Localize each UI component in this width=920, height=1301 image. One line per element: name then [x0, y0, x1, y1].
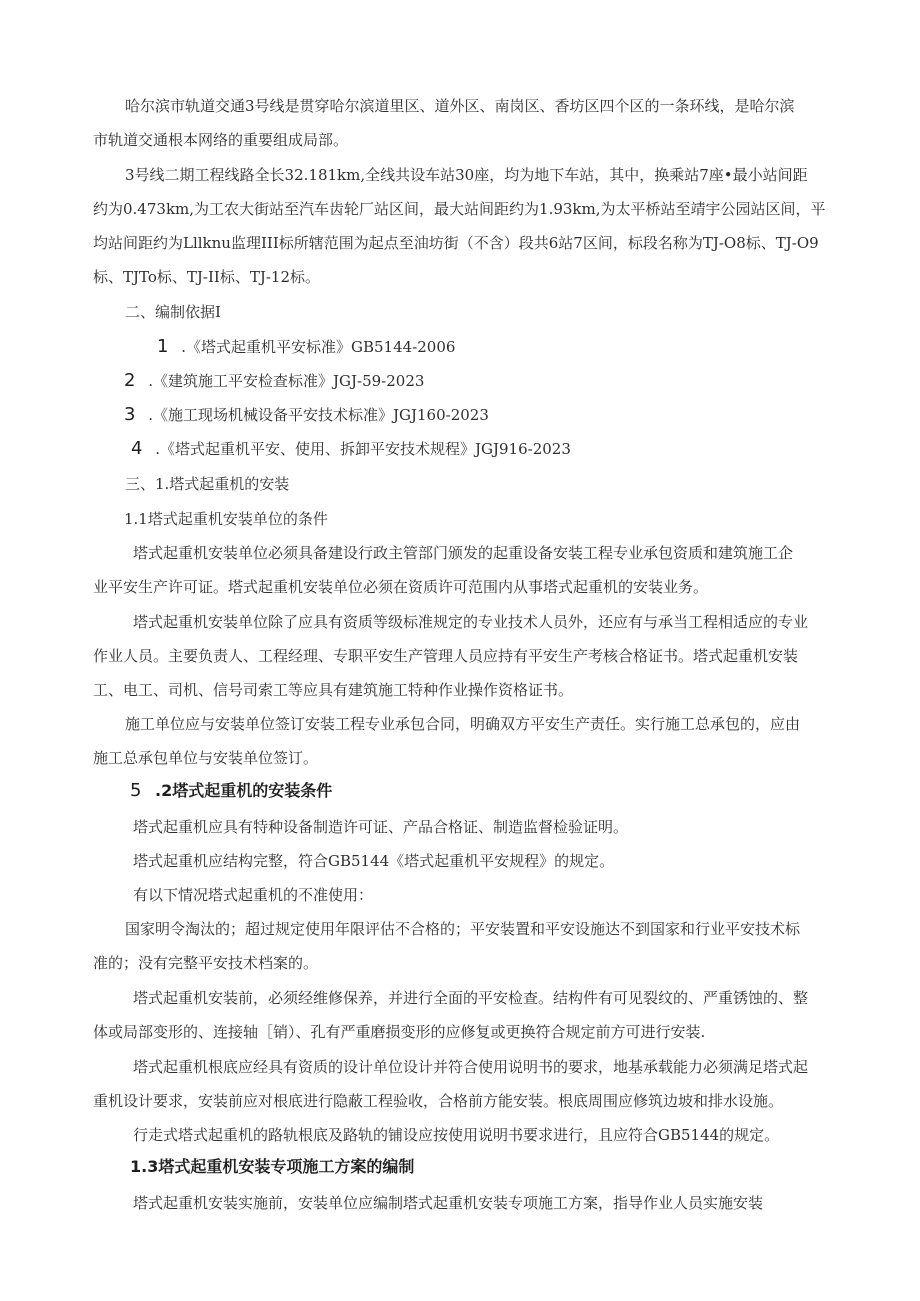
reference-number: 3 — [124, 404, 136, 425]
section-heading-basis: 二、编制依据Ⅰ — [125, 303, 221, 321]
paragraph-line: 塔式起重机安装单位除了应具有资质等级标准规定的专业技术人员外，还应有与承当工程相适应的专业 — [133, 613, 809, 631]
reference-text: .《施工现场机械设备平安技术标准》JGJ160-2023 — [148, 406, 489, 424]
subsection-heading-1-1: 1.1塔式起重机安装单位的条件 — [124, 510, 328, 528]
paragraph-line: 业平安生产许可证。塔式起重机安装单位必须在资质许可范围内从事塔式起重机的安装业务。 — [93, 578, 709, 596]
paragraph-line: 塔式起重机安装前，必须经维修保养，并进行全面的平安检查。结构件有可见裂纹的、严重锈蚀的、整 — [133, 989, 809, 1007]
paragraph-line: 工、电工、司机、信号司索工等应具有建筑施工特种作业操作资格证书。 — [93, 681, 574, 699]
section-heading-installation: 三、1.塔式起重机的安装 — [125, 475, 290, 493]
paragraph-line: 约为0.473km,为工农大街站至汽车齿轮厂站区间，最大站间距约为1.93km,为太平桥站至靖宇公园站区间，平 — [93, 200, 826, 218]
paragraph-line: 塔式起重机安装实施前，安装单位应编制塔式起重机安装专项施工方案，指导作业人员实施安装 — [133, 1194, 764, 1212]
paragraph-line: 作业人员。主要负责人、工程经理、专职平安生产管理人员应持有平安生产考核合格证书。塔式起重机安装 — [93, 647, 799, 665]
subsection-heading-1-2 — [130, 781, 332, 801]
paragraph-line: 市轨道交通根本网络的重要组成局部。 — [93, 131, 349, 149]
paragraph-line: 3号线二期工程线路全长32.181km,全线共设车站30座，均为地下车站，其中，换乘站7座•最小站间距 — [125, 166, 808, 184]
reference-text: .《塔式起重机平安标准》GB5144-2006 — [181, 338, 456, 356]
paragraph-line: 行走式塔式起重机的路轨根底及路轨的铺设应按使用说明书要求进行，且应符合GB5144的规定。 — [133, 1126, 780, 1144]
paragraph-line: 体或局部变形的、连接轴［销）、孔有严重磨损变形的应修复或更换符合规定前方可进行安装. — [93, 1023, 706, 1041]
reference-item — [124, 405, 489, 425]
paragraph-line: 哈尔滨市轨道交通3号线是贯穿哈尔滨道里区、道外区、南岗区、香坊区四个区的一条环线，是哈尔滨 — [125, 97, 795, 115]
reference-item — [131, 439, 571, 459]
paragraph-line: 塔式起重机应结构完整，符合GB5144《塔式起重机平安规程》的规定。 — [133, 852, 615, 870]
paragraph-line: 国家明令淘汰的；超过规定使用年限评估不合格的；平安装置和平安设施达不到国家和行业平安技术标 — [125, 920, 801, 938]
paragraph-line: 准的；没有完整平安技术档案的。 — [93, 954, 319, 972]
reference-item — [157, 337, 455, 357]
reference-item — [124, 371, 424, 391]
subsection-number: 5 — [130, 780, 142, 801]
reference-text: .《建筑施工平安检查标准》JGJ-59-2023 — [148, 372, 425, 390]
reference-number: 4 — [131, 438, 143, 459]
paragraph-line: 施工总承包单位与安装单位签订。 — [93, 749, 319, 767]
paragraph-line: 均站间距约为Lllknu监理III标所辖范围为起点至油坊街（不含）段共6站7区间，标段名称为TJ-O8标、TJ-O9 — [93, 234, 819, 252]
paragraph-line: 塔式起重机根底应经具有资质的设计单位设计并符合使用说明书的要求，地基承载能力必须满足塔式起 — [133, 1058, 809, 1076]
subsection-title: .2塔式起重机的安装条件 — [155, 781, 333, 800]
paragraph-line: 标、TJTo标、TJ-II标、TJ-12标。 — [93, 268, 321, 286]
paragraph-line: 塔式起重机安装单位必须具备建设行政主管部门颁发的起重设备安装工程专业承包资质和建筑施工企 — [133, 544, 794, 562]
reference-number: 1 — [157, 336, 169, 357]
paragraph-line: 塔式起重机应具有特种设备制造许可证、产品合格证、制造监督检验证明。 — [133, 818, 629, 836]
paragraph-line: 施工单位应与安装单位签订安装工程专业承包合同，明确双方平安生产责任。实行施工总承包的，应由 — [125, 715, 801, 733]
subsection-heading-1-3: 1.3塔式起重机安装专项施工方案的编制 — [130, 1157, 415, 1176]
reference-number: 2 — [124, 370, 136, 391]
paragraph-line: 重机设计要求，安装前应对根底进行隐蔽工程验收，合格前方能安装。根底周围应修筑边坡和排水设施。 — [93, 1092, 784, 1110]
paragraph-line: 有以下情况塔式起重机的不准使用： — [133, 886, 374, 904]
reference-text: .《塔式起重机平安、使用、拆卸平安技术规程》JGJ916-2023 — [155, 440, 571, 458]
